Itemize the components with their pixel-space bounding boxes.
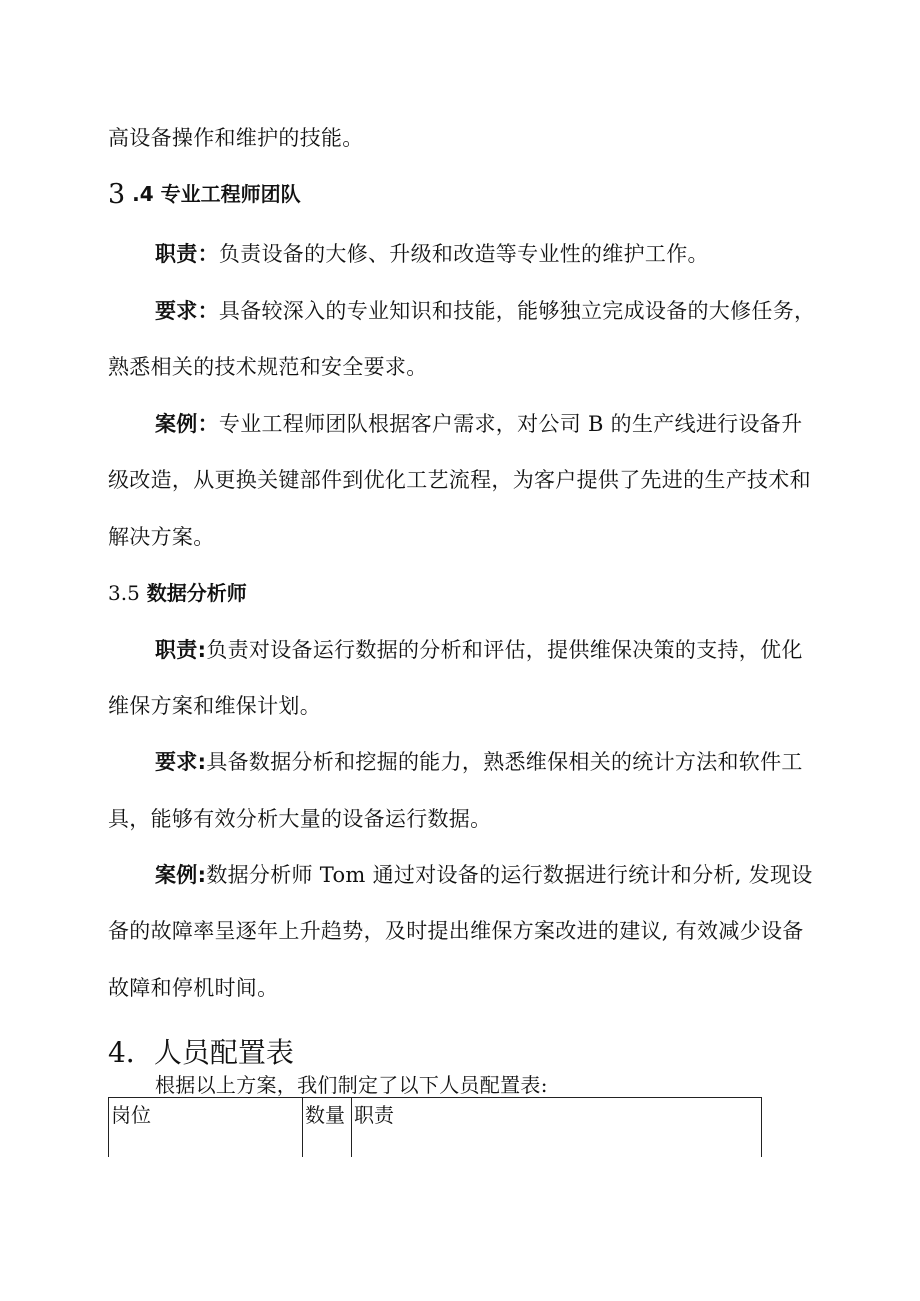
table-divider [351, 1098, 352, 1157]
text-line: 高设备操作和维护的技能。 [108, 126, 364, 150]
section-number: 3.5 [108, 581, 140, 605]
paragraph-duty [155, 240, 709, 268]
field-text: 具备较深入的专业知识和技能，能够独立完成设备的大修任务， [218, 299, 816, 323]
paragraph-case [155, 861, 813, 889]
table-header-position: 岗位 [111, 1103, 151, 1127]
section-title: .4 专业工程师团队 [132, 182, 301, 206]
paragraph-requirement [155, 297, 815, 325]
text-line: 备的故障率呈逐年上升趋势，及时提出维保方案改进的建议, 有效减少设备 [108, 919, 804, 943]
field-label: 要求： [155, 299, 219, 323]
field-label: 职责： [155, 242, 219, 266]
text-line: 解决方案。 [108, 525, 215, 549]
field-label: 职责: [155, 638, 207, 662]
table-header-duty: 职责 [354, 1103, 394, 1127]
table-header-quantity: 数量 [305, 1103, 345, 1127]
section-heading-4: 4．人员配置表 [108, 1036, 294, 1069]
field-label: 案例： [155, 412, 219, 436]
paragraph-duty [155, 636, 803, 664]
field-label: 案例: [155, 863, 207, 887]
field-text: 数据分析师 Tom 通过对设备的运行数据进行统计和分析, 发现设 [206, 863, 813, 887]
paragraph-requirement [155, 748, 803, 776]
field-text: 具备数据分析和挖掘的能力，熟悉维保相关的统计方法和软件工 [206, 750, 803, 774]
text-line: 熟悉相关的技术规范和安全要求。 [108, 355, 428, 379]
section-title: 数据分析师 [146, 581, 247, 605]
section-heading-3-5 [108, 579, 247, 607]
section-heading-3-4 [108, 180, 301, 209]
staff-table [108, 1097, 762, 1157]
field-label: 要求: [155, 750, 207, 774]
section-number: 3 [108, 179, 126, 210]
paragraph-case [155, 410, 802, 438]
text-line: 级改造，从更换关键部件到优化工艺流程，为客户提供了先进的生产技术和 [108, 468, 811, 492]
field-text: 负责对设备运行数据的分析和评估，提供维保决策的支持，优化 [206, 638, 803, 662]
table-intro: 根据以上方案，我们制定了以下人员配置表: [155, 1073, 548, 1097]
text-line: 故障和停机时间。 [108, 976, 279, 1000]
text-line: 维保方案和维保计划。 [108, 694, 321, 718]
table-divider [302, 1098, 303, 1157]
field-text: 专业工程师团队根据客户需求，对公司 B 的生产线进行设备升 [218, 412, 803, 436]
text-line: 具，能够有效分析大量的设备运行数据。 [108, 807, 492, 831]
field-text: 负责设备的大修、升级和改造等专业性的维护工作。 [218, 242, 709, 266]
